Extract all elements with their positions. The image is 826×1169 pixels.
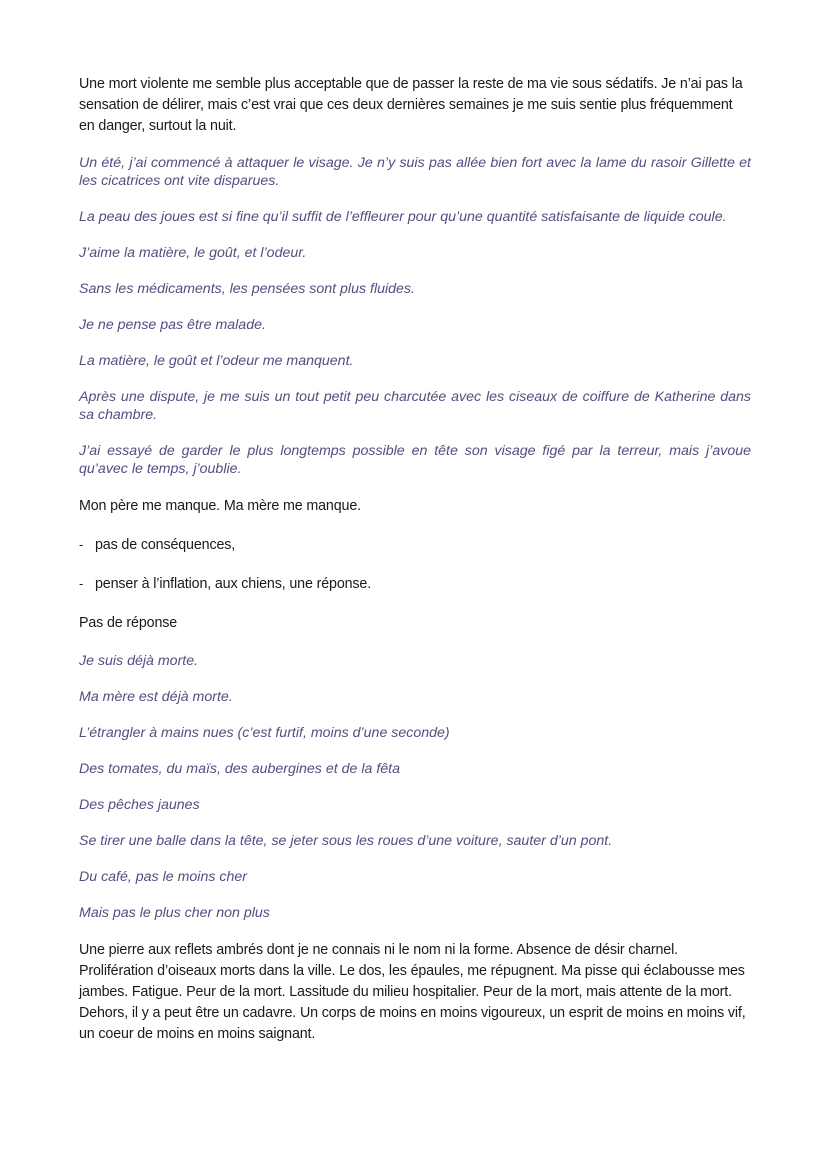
italic-paragraph: La matière, le goût et l’odeur me manquent. bbox=[79, 353, 354, 369]
italic-paragraph: L’étrangler à mains nues (c’est furtif, moins d’une seconde) bbox=[79, 725, 450, 741]
paragraph-normal: Pas de réponse bbox=[79, 615, 178, 631]
document-page bbox=[79, 74, 751, 1045]
italic-paragraph: Des pêches jaunes bbox=[79, 797, 200, 813]
italic-paragraph: Ma mère est déjà morte. bbox=[79, 689, 233, 705]
bullet-text: pas de conséquences, bbox=[95, 537, 236, 553]
paragraph-normal: Mon père me manque. Ma mère me manque. bbox=[79, 498, 361, 514]
paragraph-closing: Une pierre aux reflets ambrés dont je ne connais ni le nom ni la forme. Absence de désir charnel. Prolifération d’oiseaux morts dans la ville. Le dos, les épaules, me répugnent. Ma pisse qui éclabousse mes jambes. Fatigue. Peur de la mort. Lassitude du milieu hospitalier. Peur de la mort, mais attente de la mort. Dehors, il y a peut être un cadavre. Un corps de moins en moins vigoureux, un esprit de moins en moins vif, un coeur de moins en moins saignant. bbox=[79, 942, 746, 1042]
italic-paragraph: Je ne pense pas être malade. bbox=[79, 317, 266, 333]
italic-paragraph: Du café, pas le moins cher bbox=[79, 869, 247, 885]
bullet-item bbox=[79, 574, 751, 595]
bullet-item bbox=[79, 535, 751, 556]
italic-paragraph: J’ai essayé de garder le plus longtemps possible en tête son visage figé par la terreur, mais j’avoue qu’avec le temps, j’oublie. bbox=[79, 443, 751, 477]
italic-paragraph: Sans les médicaments, les pensées sont plus fluides. bbox=[79, 281, 415, 297]
italic-paragraph: Mais pas le plus cher non plus bbox=[79, 905, 270, 921]
dash-bullet-icon: - bbox=[79, 576, 84, 591]
italic-paragraph: Je suis déjà morte. bbox=[79, 653, 199, 669]
italic-paragraph: Se tirer une balle dans la tête, se jeter sous les roues d’une voiture, sauter d’un pont. bbox=[79, 833, 613, 849]
italic-paragraph: Un été, j’ai commencé à attaquer le visage. Je n’y suis pas allée bien fort avec la lame du rasoir Gillette et les cicatrices ont vite disparues. bbox=[79, 155, 751, 189]
italic-paragraph: J’aime la matière, le goût, et l’odeur. bbox=[79, 245, 307, 261]
italic-paragraph: La peau des joues est si fine qu’il suffit de l’effleurer pour qu’une quantité satisfaisante de liquide coule. bbox=[79, 209, 727, 225]
bullet-text: penser à l’inflation, aux chiens, une réponse. bbox=[95, 576, 372, 592]
paragraph-intro: Une mort violente me semble plus acceptable que de passer la reste de ma vie sous sédatifs. Je n’ai pas la sensation de délirer, mais c’est vrai que ces deux dernières semaines je me suis sentie plus fréquemment en danger, surtout la nuit. bbox=[79, 76, 743, 134]
italic-paragraph: Après une dispute, je me suis un tout petit peu charcutée avec les ciseaux de coiffure de Katherine dans sa chambre. bbox=[79, 389, 751, 423]
italic-paragraph: Des tomates, du maïs, des aubergines et de la fêta bbox=[79, 761, 400, 777]
dash-bullet-icon: - bbox=[79, 537, 84, 552]
